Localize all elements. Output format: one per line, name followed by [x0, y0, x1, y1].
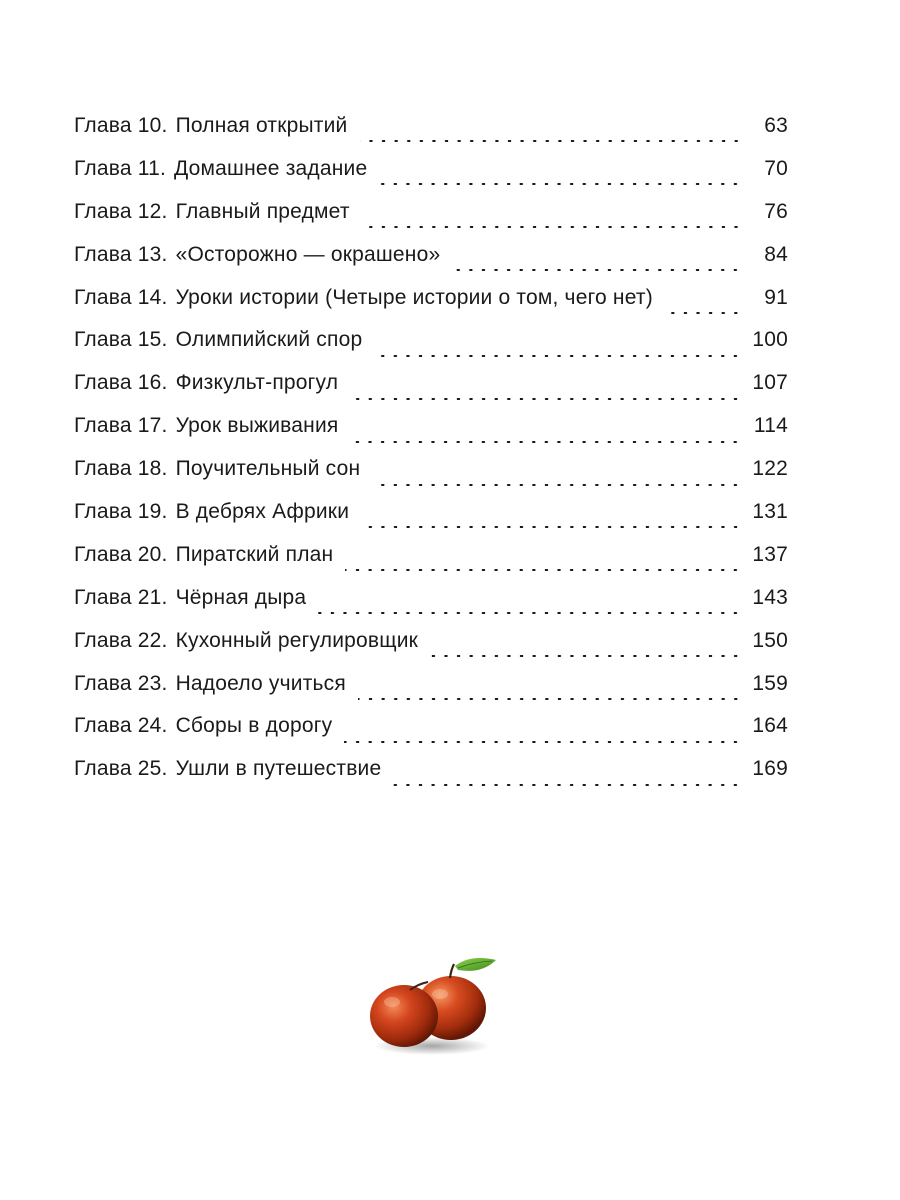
toc-entry[interactable] — [74, 586, 788, 629]
chapter-title: Физкульт-прогул — [175, 371, 339, 395]
chapter-title: Пиратский план — [175, 542, 334, 566]
apples-icon — [366, 952, 506, 1056]
toc-entry[interactable] — [74, 457, 788, 500]
chapter-title: Полная открытий — [175, 114, 348, 137]
chapter-number: Глава 21. — [74, 585, 168, 609]
dot-leader — [345, 569, 742, 571]
page-number: 169 — [752, 757, 788, 781]
dot-leader — [318, 612, 742, 614]
chapter-title: Домашнее задание — [174, 156, 368, 180]
dot-leader — [379, 183, 742, 185]
dot-leader — [430, 655, 742, 657]
dot-leader — [665, 312, 742, 314]
toc-entry[interactable] — [74, 243, 788, 286]
table-of-contents — [74, 114, 788, 800]
toc-entry[interactable] — [74, 157, 788, 200]
page-number: 137 — [752, 542, 788, 566]
page-number: 76 — [764, 199, 788, 223]
page-number: 164 — [752, 714, 788, 738]
chapter-number: Глава 20. — [74, 542, 168, 566]
page-number: 131 — [752, 500, 788, 524]
toc-entry[interactable] — [74, 328, 788, 371]
chapter-title: «Осторожно — окрашено» — [175, 242, 441, 266]
chapter-title: Надоело учиться — [175, 671, 346, 695]
chapter-number: Глава 19. — [74, 500, 168, 524]
page-number: 159 — [752, 671, 788, 695]
toc-entry[interactable] — [74, 543, 788, 586]
dot-leader — [372, 484, 742, 486]
chapter-title: Ушли в путешествие — [175, 757, 382, 781]
dot-leader — [350, 441, 742, 443]
chapter-number: Глава 11. — [74, 156, 166, 180]
toc-entry[interactable] — [74, 371, 788, 414]
toc-entry[interactable] — [74, 500, 788, 543]
dot-leader — [374, 355, 742, 357]
chapter-number: Глава 16. — [74, 371, 168, 395]
chapter-title: Кухонный регулировщик — [175, 628, 419, 652]
chapter-number: Глава 25. — [74, 757, 168, 781]
page-number: 70 — [764, 156, 788, 180]
toc-entry[interactable] — [74, 757, 788, 800]
chapter-number: Глава 18. — [74, 457, 168, 481]
page-number: 63 — [764, 114, 788, 137]
chapter-title: Главный предмет — [175, 199, 350, 223]
chapter-title: Поучительный сон — [175, 457, 361, 481]
chapter-number: Глава 15. — [74, 328, 168, 352]
page-number: 143 — [752, 585, 788, 609]
dot-leader — [350, 398, 742, 400]
chapter-title: Чёрная дыра — [175, 585, 307, 609]
toc-entry[interactable] — [74, 672, 788, 715]
chapter-number: Глава 14. — [74, 285, 168, 309]
page-number: 84 — [764, 242, 788, 266]
toc-entry[interactable] — [74, 714, 788, 757]
chapter-number: Глава 17. — [74, 414, 168, 438]
dot-leader — [344, 741, 742, 743]
chapter-number: Глава 13. — [74, 242, 168, 266]
chapter-title: Олимпийский спор — [175, 328, 363, 352]
chapter-number: Глава 12. — [74, 199, 168, 223]
chapter-title: Сборы в дорогу — [175, 714, 333, 738]
toc-entry[interactable] — [74, 114, 788, 157]
chapter-number: Глава 23. — [74, 671, 168, 695]
chapter-number: Глава 10. — [74, 114, 168, 137]
toc-entry[interactable] — [74, 414, 788, 457]
dot-leader — [362, 226, 742, 228]
toc-entry[interactable] — [74, 286, 788, 329]
page-number: 150 — [752, 628, 788, 652]
page-number: 91 — [764, 285, 788, 309]
page-number: 114 — [753, 414, 788, 438]
chapter-title: В дебрях Африки — [175, 500, 350, 524]
dot-leader — [361, 526, 742, 528]
chapter-number: Глава 22. — [74, 628, 168, 652]
toc-entry[interactable] — [74, 200, 788, 243]
page-number: 107 — [752, 371, 788, 395]
page-number: 100 — [752, 328, 788, 352]
dot-leader — [358, 698, 742, 700]
dot-leader — [452, 269, 742, 271]
chapter-number: Глава 24. — [74, 714, 168, 738]
dot-leader — [393, 784, 742, 786]
page-number: 122 — [752, 457, 788, 481]
chapter-title: Уроки истории (Четыре истории о том, чего нет) — [175, 285, 653, 309]
chapter-title: Урок выживания — [175, 414, 339, 438]
toc-entry[interactable] — [74, 629, 788, 672]
dot-leader — [360, 140, 743, 142]
